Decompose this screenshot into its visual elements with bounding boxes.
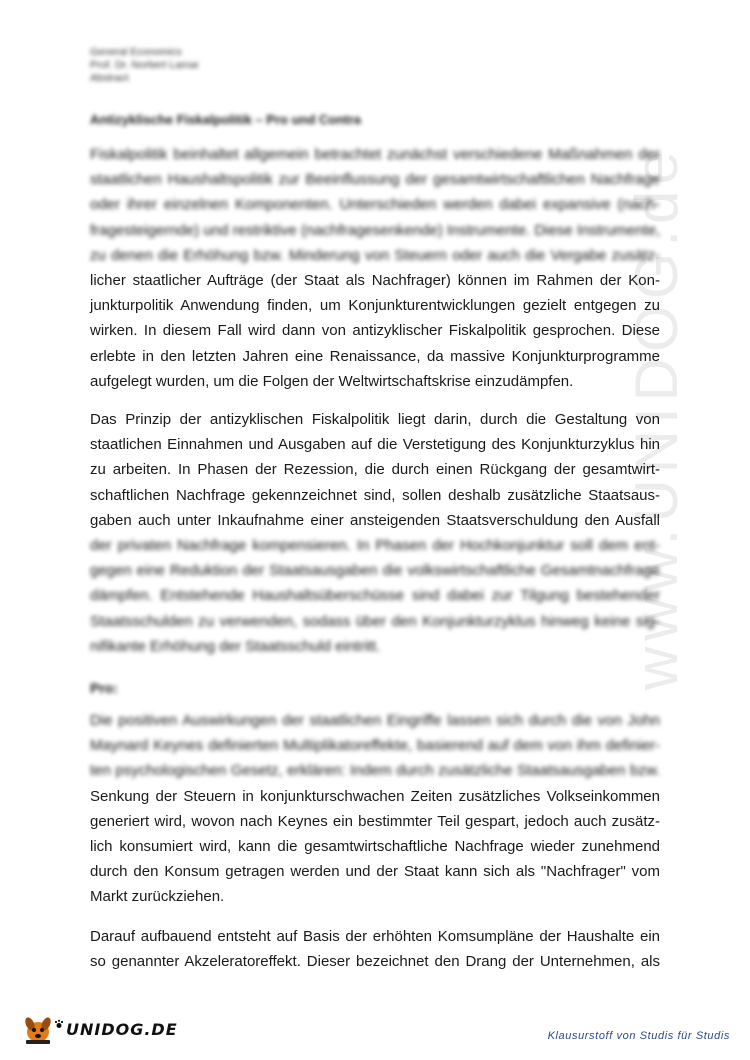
text-line: Maynard Keynes definierten Multiplikatoreffekte, basierend auf dem von ihm definier- xyxy=(90,737,660,755)
text-line: zu denen die Erhöhung bzw. Minderung von Steuern oder auch die Vergabe zusätz- xyxy=(90,246,660,264)
text-line: schaftlichen Nachfrage gekennzeichnet sind, sollen deshalb zusätzliche Staatsaus- xyxy=(90,486,660,504)
header-type: Abstract xyxy=(90,72,129,84)
text-line: oder ihrer einzelnen Komponenten. Unterschieden werden dabei expansive (nach- xyxy=(90,196,660,214)
logo-text: UNIDOG.DE xyxy=(66,1019,178,1039)
text-line: fragesteigernde) und restriktive (nachfragesenkende) Instrumente. Diese Instrumente, xyxy=(90,221,661,239)
text-line: staatlichen Einnahmen und Ausgaben auf die Verstetigung des Konjunkturzyklus hin xyxy=(90,436,660,454)
text-line: Fiskalpolitik beinhaltet allgemein betrachtet zunächst verschiedene Maßnahmen der xyxy=(90,146,660,163)
document-title: Antizyklische Fiskalpolitik – Pro und Contra xyxy=(90,112,361,127)
paw-icon xyxy=(54,1019,64,1029)
text-line: lich konsumiert wird, kann die gesamtwirtschaftliche Nachfrage wieder zunehmend xyxy=(90,838,660,856)
text-line: gaben auch unter Inkaufnahme einer ansteigenden Staatsverschuldung den Ausfall xyxy=(90,511,660,529)
paragraph-4 xyxy=(90,924,660,974)
text-line: ten psychologischen Gesetz, erklären: Indem durch zusätzliche Staatsausgaben bzw. xyxy=(90,762,660,780)
text-line: wirken. In diesem Fall wird dann von antizyklischer Fiskalpolitik gesprochen. Diese xyxy=(90,322,660,340)
text-line: Darauf aufbauend entsteht auf Basis der erhöhten Komsumpläne der Haushalte ein xyxy=(90,928,660,945)
text-line: staatlichen Haushaltspolitik zur Beeinflussung der gesamtwirtschaftlichen Nachfrage xyxy=(90,171,660,189)
text-line: erlebte in den letzten Jahren eine Renaissance, da massive Konjunkturprogramme xyxy=(90,347,660,365)
text-line: nifikante Erhöhung der Staatsschuld eintritt. xyxy=(90,637,381,655)
text-line: Markt zurückziehen. xyxy=(90,888,225,906)
paragraph-1 xyxy=(90,142,660,394)
text-line: licher staatlicher Aufträge (der Staat als Nachfrager) können im Rahmen der Kon- xyxy=(90,272,660,290)
text-line: Das Prinzip der antizyklischen Fiskalpolitik liegt darin, durch die Gestaltung von xyxy=(90,411,660,428)
text-line: Die positiven Auswirkungen der staatlichen Eingriffe lassen sich durch die von John xyxy=(90,712,660,729)
text-line: der privaten Nachfrage kompensieren. In Phasen der Hochkonjunktur soll dem ent- xyxy=(90,537,660,555)
header-professor: Prof. Dr. Norbert Lamar xyxy=(90,59,200,71)
paragraph-3 xyxy=(90,708,660,910)
text-line: zu arbeiten. In Phasen der Rezession, die durch einen Rückgang der gesamtwirt- xyxy=(90,461,660,479)
unidog-logo[interactable] xyxy=(20,1012,178,1046)
text-line: so genannter Akzeleratoreffekt. Dieser bezeichnet den Drang der Unternehmen, als xyxy=(90,953,660,971)
text-line: durch den Konsum getragen werden und der Staat kann sich als "Nachfrager" vom xyxy=(90,863,660,881)
text-line: Senkung der Steuern in konjunkturschwachen Zeiten zusätzliches Volkseinkommen xyxy=(90,787,660,805)
header-course: General Economics xyxy=(90,46,182,58)
text-line: dämpfen. Entstehende Haushaltsüberschüsse sind dabei zur Tilgung bestehender xyxy=(90,587,660,605)
text-line: Staatsschulden zu verwenden, sodass über den Konjunkturzyklus hinweg keine sig- xyxy=(90,612,660,630)
text-line: aufgelegt wurden, um die Folgen der Weltwirtschaftskrise einzudämpfen. xyxy=(90,372,574,390)
dog-mascot-icon xyxy=(20,1012,56,1046)
paragraph-2 xyxy=(90,407,660,659)
text-line: gegen eine Reduktion der Staatsausgaben die volkswirtschaftliche Gesamtnachfrage xyxy=(90,562,660,580)
text-line: junkturpolitik Anwendung finden, um Konjunkturentwicklungen gezielt entgegen zu xyxy=(90,297,660,315)
footer-tagline: Klausurstoff von Studis für Studis xyxy=(547,1030,730,1042)
text-line: generiert wird, wovon nach Keynes ein bestimmter Teil gespart, jedoch auch zusätz- xyxy=(90,812,660,830)
document-page: www.UNIDOG.de General Economics Prof. Dr. Norbert Lamar Abstract Antizyklische Fiskalpolitik – Pro und Contra Fiskalpolitik beinhaltet allgemein betrachtet zunächst verschiedene Maßnahmen der staatlichen Haushaltspolitik zur Beeinflussung der gesamtwirtschaftlichen Nachfrage oder ihrer einzelnen Komponenten. Unterschieden werden dabei expansive (nach- fragesteigernde) und restriktive (nachfragesenkende) Instrumente. Diese Instrumente, zu denen die Erhöhung bzw. Minderung von Steuern oder auch die Vergabe zusätz- licher staatlicher Aufträge (der Staat als Nachfrager) können im Rahmen der Kon- junkturpolitik Anwendung finden, um Konjunkturentwicklungen gezielt entgegen zu wirken. In diesem Fall wird dann von antizyklischer Fiskalpolitik gesprochen. Diese erlebte in den letzten Jahren eine Renaissance, da massive Konjunkturprogramme aufgelegt wurden, um die Folgen der Weltwirtschaftskrise einzudämpfen. Das Prinzip der antizyklischen Fiskalpolitik liegt darin, durch die Gestaltung von staatlichen Einnahmen und Ausgaben auf die Verstetigung des Konjunkturzyklus hin zu arbeiten. In Phasen der Rezession, die durch einen Rückgang der gesamtwirt- schaftlichen Nachfrage gekennzeichnet sind, sollen deshalb zusätzliche Staatsaus- gaben auch unter Inkaufnahme einer ansteigenden Staatsverschuldung den Ausfall der privaten Nachfrage kompensieren. In Phasen der Hochkonjunktur soll dem ent- gegen eine Reduktion der Staatsausgaben die volkswirtschaftliche Gesamtnachfrage dämpfen. Entstehende Haushaltsüberschüsse sind dabei zur Tilgung bestehender Staatsschulden zu verwenden, sodass über den Konjunkturzyklus hinweg keine sig- nifikante Erhöhung der Staatsschuld eintritt. Pro: Die positiven Auswirkungen der staatlichen Eingriffe lassen sich durch die von John Maynard Keynes definierten Multiplikatoreffekte, basierend auf dem von ihm definier- ten psychologischen Gesetz, erklären: Indem durch zusätzliche Staatsausgaben bzw. Senkung der Steuern in konjunkturschwachen Zeiten zusätzliches Volkseinkommen generiert wird, wovon nach Keynes ein bestimmter Teil gespart, jedoch auch zusätz- lich konsumiert wird, kann die gesamtwirtschaftliche Nachfrage wieder zunehmend durch den Konsum getragen werden und der Staat kann sich als "Nachfrager" vom Markt zurückziehen. Darauf aufbauend entsteht auf Basis der erhöhten Komsumpläne der Haushalte ein so genannter Akzeleratoreffekt. Dieser bezeichnet den Drang der Unternehmen, als UNIDOG.DE Klausurstoff von Studis für Studis xyxy=(0,0,750,1060)
document-header xyxy=(90,46,199,85)
section-label-pro: Pro: xyxy=(90,680,118,696)
